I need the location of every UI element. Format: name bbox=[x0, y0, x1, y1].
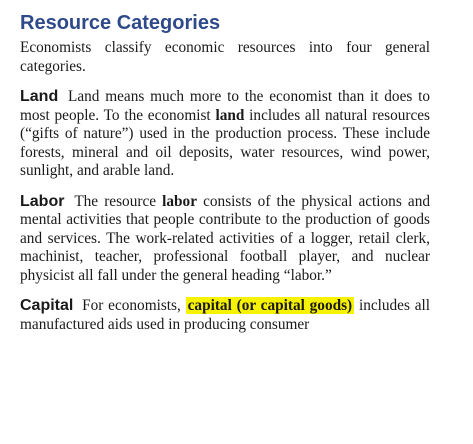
land-paragraph bbox=[20, 88, 430, 181]
capital-term: Capital bbox=[20, 297, 74, 314]
land-text-a: Land means much more to the economist than it does to most people. To the economist bbox=[20, 88, 431, 124]
capital-paragraph bbox=[20, 297, 430, 334]
labor-bold-term: labor bbox=[162, 192, 197, 210]
intro-paragraph: Economists classify economic resources into four general categories. bbox=[20, 39, 430, 75]
capital-text-b: includes all manufactured aids used in producing consumer bbox=[20, 297, 430, 333]
section-heading: Resource Categories bbox=[20, 12, 221, 34]
capital-highlighted-term: capital (or capital goods) bbox=[187, 297, 353, 314]
labor-paragraph bbox=[20, 193, 430, 286]
land-text-b: includes all natural resources (“gifts of nature”) used in the production process. These include forests, mineral and oil deposits, water resources, wind power, sunlight, and arable land. bbox=[20, 106, 431, 179]
capital-text-a: For economists, bbox=[82, 297, 186, 314]
labor-term: Labor bbox=[20, 192, 65, 210]
document-page bbox=[20, 10, 430, 337]
land-bold-term: land bbox=[215, 106, 245, 124]
land-term: Land bbox=[20, 88, 59, 105]
labor-text-b: consists of the physical actions and mental activities that people contribute to the production of goods and services. The work-related activities of a logger, retail clerk, machinist, teacher, professional football player, and nuclear physicist all fall under the general heading “labor.” bbox=[20, 192, 430, 284]
capital-clip bbox=[20, 297, 430, 337]
labor-text-a: The resource bbox=[74, 192, 163, 210]
